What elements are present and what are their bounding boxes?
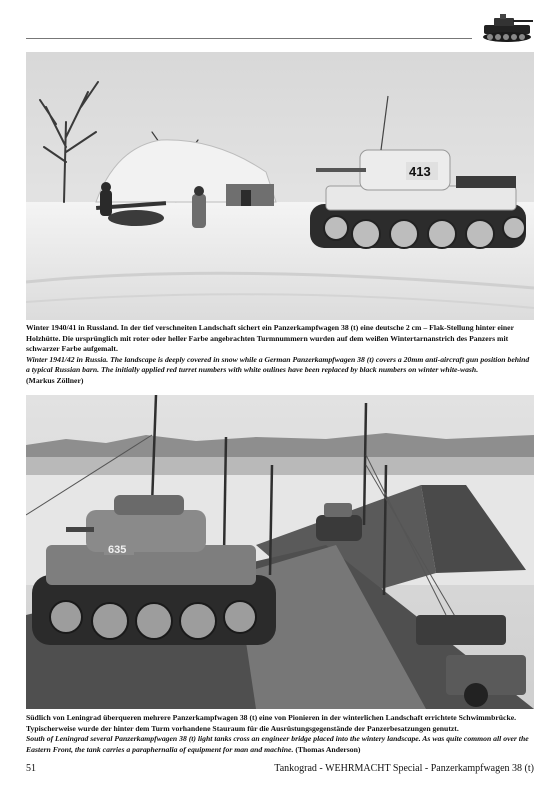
- turret-number-bridge: 635: [108, 544, 127, 556]
- turret-number-winter: 413: [409, 164, 431, 179]
- caption-english: [26, 355, 534, 387]
- caption-english-text: South of Leningrad several Panzerkampfwagen 38 (t) light tanks cross an engineer bridge placed into the wintery landscape. As was quite common all over the Eastern Front, the tank carries a paraphernalia of equipment for man and machine.: [26, 734, 529, 754]
- winter-photo-caption: [26, 323, 534, 387]
- caption-english: [26, 734, 534, 755]
- caption-german: Südlich von Leningrad überqueren mehrere Panzerkampfwagen 38 (t) eine von Pionieren in der winterlichen Landschaft errichtete Schwimmbrücke. Typischerweise wurde der hinter dem Turm vorhandene Stauraum für die Ausrüstungsgegenstände der Panzerbesatzungen genutzt.: [26, 713, 517, 733]
- photo-credit: (Thomas Anderson): [295, 744, 361, 754]
- photo-credit: (Markus Zöllner): [26, 375, 84, 385]
- page-number: 51: [26, 763, 36, 774]
- caption-english-text: Winter 1941/42 in Russia. The landscape is deeply covered in snow while a German Panzerkampfwagen 38 (t) covers a 20mm anti-aircraft gun position behind a typical Russian barn. The initially applied red turret numbers with white oulines have been replaced by black numbers on winter white-wash.: [26, 354, 530, 375]
- caption-german: Winter 1940/41 in Russland. In der tief verschneiten Landschaft sichert ein Panzerkampfwagen 38 (t) eine deutsche 2 cm – Flak-Stellung hinter einer Holzhütte. Die ursprünglich mit roter oder heller Farbe angebrachten Turmnummern wurden auf dem weißen Wintertarnanstrich des Panzers mit schwarzer Farbe aufgemalt.: [26, 323, 514, 354]
- pontoon-bridge-photo: [26, 395, 534, 709]
- winter-tank-photo: [26, 52, 534, 320]
- footer-title: Tankograd - WEHRMACHT Special - Panzerkampfwagen 38 (t): [274, 763, 534, 774]
- header-rule: [26, 38, 472, 39]
- tank-silhouette-icon: [478, 8, 536, 44]
- bridge-photo-caption: [26, 713, 534, 755]
